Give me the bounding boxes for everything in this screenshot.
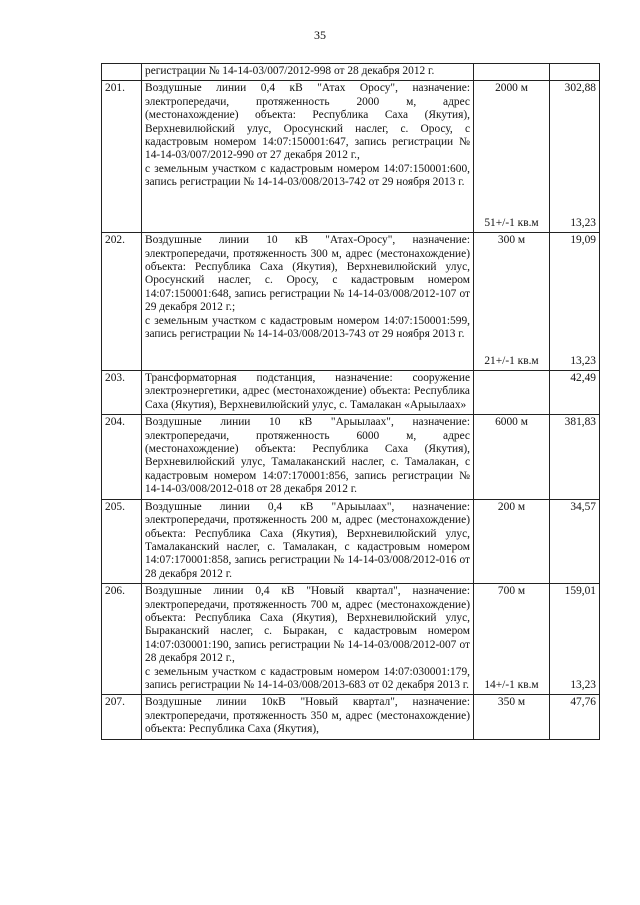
table-row [102,695,600,739]
row-size: 350 м [474,695,550,739]
page-number: 35 [314,28,326,42]
row-description: Воздушные линии 10 кВ "Арыылаах", назначение: электропередачи, протяженность 6000 м, адрес (местонахождение) объекта: Республика Саха (Якутия), Верхневилюйский улус, Тамалаканский наслег, с. Тамалакан, с кадастровым номером 14:07:170001:856, запись регистрации № 14-14-03/008/2012-018 от 28 декабря 2012 г. [142,415,474,499]
land-plot-size: 51+/-1 кв.м [484,216,539,229]
object-description: Воздушные линии 10 кВ "Атах-Оросу", назначение: электропередачи, протяженность 300 м, адрес (местонахождение) объекта: Республика Саха (Якутия), Верхневилюйский улус, Оросунский наслег, с. Оросу, с кадастровым номером 14:07:150001:648, запись регистрации № 14-14-03/008/2012-107 от 29 декабря 2012 г.; [145,234,470,314]
object-value: 19,09 [570,234,596,247]
row-number: 204. [102,415,142,499]
row-size [474,233,550,371]
row-number [102,64,142,81]
object-value: 159,01 [564,585,596,598]
object-size: 700 м [497,585,526,598]
row-value: 47,76 [550,695,600,739]
row-value [550,584,600,695]
row-number: 206. [102,584,142,695]
row-value [550,233,600,371]
land-plot-value: 13,23 [570,216,596,229]
object-description: Воздушные линии 0,4 кВ "Новый квартал", назначение: электропередачи, протяженность 700 м, адрес (местонахождение) объекта: Республика Саха (Якутия), Верхневилюйский улус, Быраканский наслег, с. Быракан, с кадастровым номером 14:07:030001:190, запись регистрации № 14-14-03/008/2012-007 от 28 декабря 2012 г., [145,585,470,665]
object-size: 2000 м [495,82,528,95]
table-row [102,371,600,415]
row-description [142,584,474,695]
row-value: 34,57 [550,499,600,583]
table-row [102,81,600,233]
row-description: Воздушные линии 0,4 кВ "Арыылаах", назначение: электропередачи, протяженность 200 м, адрес (местонахождение) объекта: Республика Саха (Якутия), Верхневилюйский улус, Тамалаканский наслег, с. Тамалакан, с кадастровым номером 14:07:170001:858, запись регистрации № 14-14-03/008/2012-016 от 28 декабря 2012 г. [142,499,474,583]
row-description [142,233,474,371]
property-registry-table [101,63,600,740]
row-number: 201. [102,81,142,233]
row-value [550,64,600,81]
table-row-continuation [102,64,600,81]
row-value: 381,83 [550,415,600,499]
row-description: Воздушные линии 10кВ "Новый квартал", назначение: электропередачи, протяженность 350 м, адрес (местонахождение) объекта: Республика Саха (Якутия), [142,695,474,739]
table-row [102,584,600,695]
row-description: регистрации № 14-14-03/007/2012-998 от 28 декабря 2012 г. [142,64,474,81]
table-row [102,233,600,371]
object-size: 300 м [497,234,526,247]
object-description: Воздушные линии 0,4 кВ "Атах Оросу", назначение: электропередачи, протяженность 2000 м, адрес (местонахождение) объекта: Республика Саха (Якутия), Верхневилюйский улус, Оросунский наслег, с. Оросу, с кадастровым номером 14:07:150001:647, запись регистрации № 14-14-03/007/2012-990 от 27 декабря 2012 г., [145,82,470,162]
land-plot-description: с земельным участком с кадастровым номером 14:07:150001:600, запись регистрации № 14-14-03/008/2013-742 от 29 ноября 2013 г. [145,162,470,189]
row-description: Трансформаторная подстанция, назначение: сооружение электроэнергетики, адрес (местонахождение) объекта: Республика Саха (Якутия), Верхневилюйский улус, с. Тамалакан «Арыылаах» [142,371,474,415]
row-number: 205. [102,499,142,583]
land-plot-size: 21+/-1 кв.м [484,354,539,367]
row-size [474,371,550,415]
land-plot-size: 14+/-1 кв.м [484,678,539,691]
row-number: 202. [102,233,142,371]
row-size [474,584,550,695]
row-description [142,81,474,233]
land-plot-description: с земельным участком с кадастровым номером 14:07:150001:599, запись регистрации № 14-14-03/008/2013-743 от 29 ноября 2013 г. [145,314,470,341]
row-number: 207. [102,695,142,739]
table-row [102,499,600,583]
table-row [102,415,600,499]
row-value: 42,49 [550,371,600,415]
row-size [474,64,550,81]
land-plot-value: 13,23 [570,678,596,691]
land-plot-description: с земельным участком с кадастровым номером 14:07:030001:179, запись регистрации № 14-14-03/008/2013-683 от 02 декабря 2013 г. [145,665,470,691]
row-size: 200 м [474,499,550,583]
row-value [550,81,600,233]
land-plot-value: 13,23 [570,354,596,367]
row-size [474,81,550,233]
object-value: 302,88 [564,82,596,95]
row-number: 203. [102,371,142,415]
row-size: 6000 м [474,415,550,499]
